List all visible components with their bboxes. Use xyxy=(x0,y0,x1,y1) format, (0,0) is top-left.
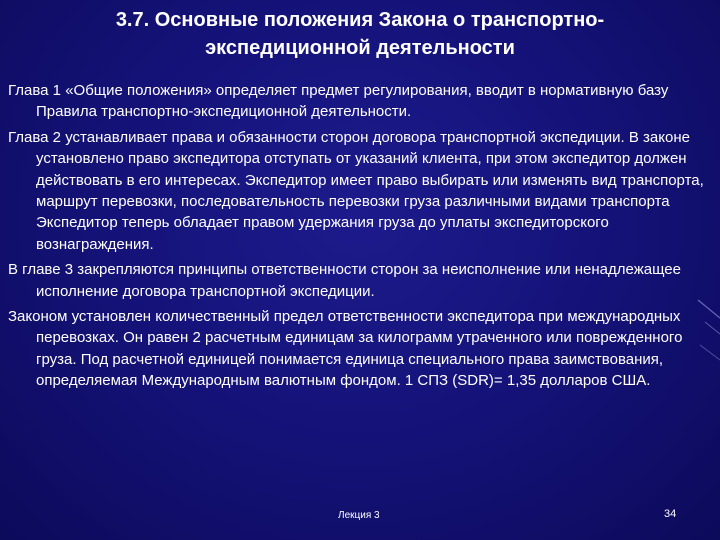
slide-title-line-2: экспедиционной деятельности xyxy=(205,37,515,59)
paragraph-liability-limit: Законом установлен количественный предел ответственности экспедитора при международных перевозках. Он равен 2 расчетным единицам за килограмм утраченного или поврежденного груза. Под расчетной единицей понимается единица специального права заимствования, определяемая Международным валютным фондом. 1 СПЗ (SDR)= 1,35 долларов США. xyxy=(8,308,683,390)
slide-body xyxy=(8,80,713,396)
slide-title xyxy=(20,6,700,62)
paragraph-chapter-3: В главе 3 закрепляются принципы ответственности сторон за неисполнение или ненадлежащее исполнение договора транспортной экспедиции. xyxy=(8,261,681,300)
paragraph-chapter-1: Глава 1 «Общие положения» определяет предмет регулирования, вводит в нормативную базу Правила транспортно-экспедиционной деятельности. xyxy=(8,82,669,121)
page-number: 34 xyxy=(664,508,677,520)
paragraph-chapter-2: Глава 2 устанавливает права и обязанности сторон договора транспортной экспедиции. В законе установлено право экспедитора отступать от указаний клиента, при этом экспедитор должен действовать в его интересах. Экспедитор имеет право выбирать или изменять вид транспорта, маршрут перевозки, последовательность перевозки груза различными видами транспорта Экспедитор теперь обладает правом удержания груза до уплаты экспедиторского вознаграждения. xyxy=(8,128,704,253)
slide-title-line-1: 3.7. Основные положения Закона о транспортно- xyxy=(115,9,605,31)
footer-label: Лекция 3 xyxy=(338,510,380,521)
